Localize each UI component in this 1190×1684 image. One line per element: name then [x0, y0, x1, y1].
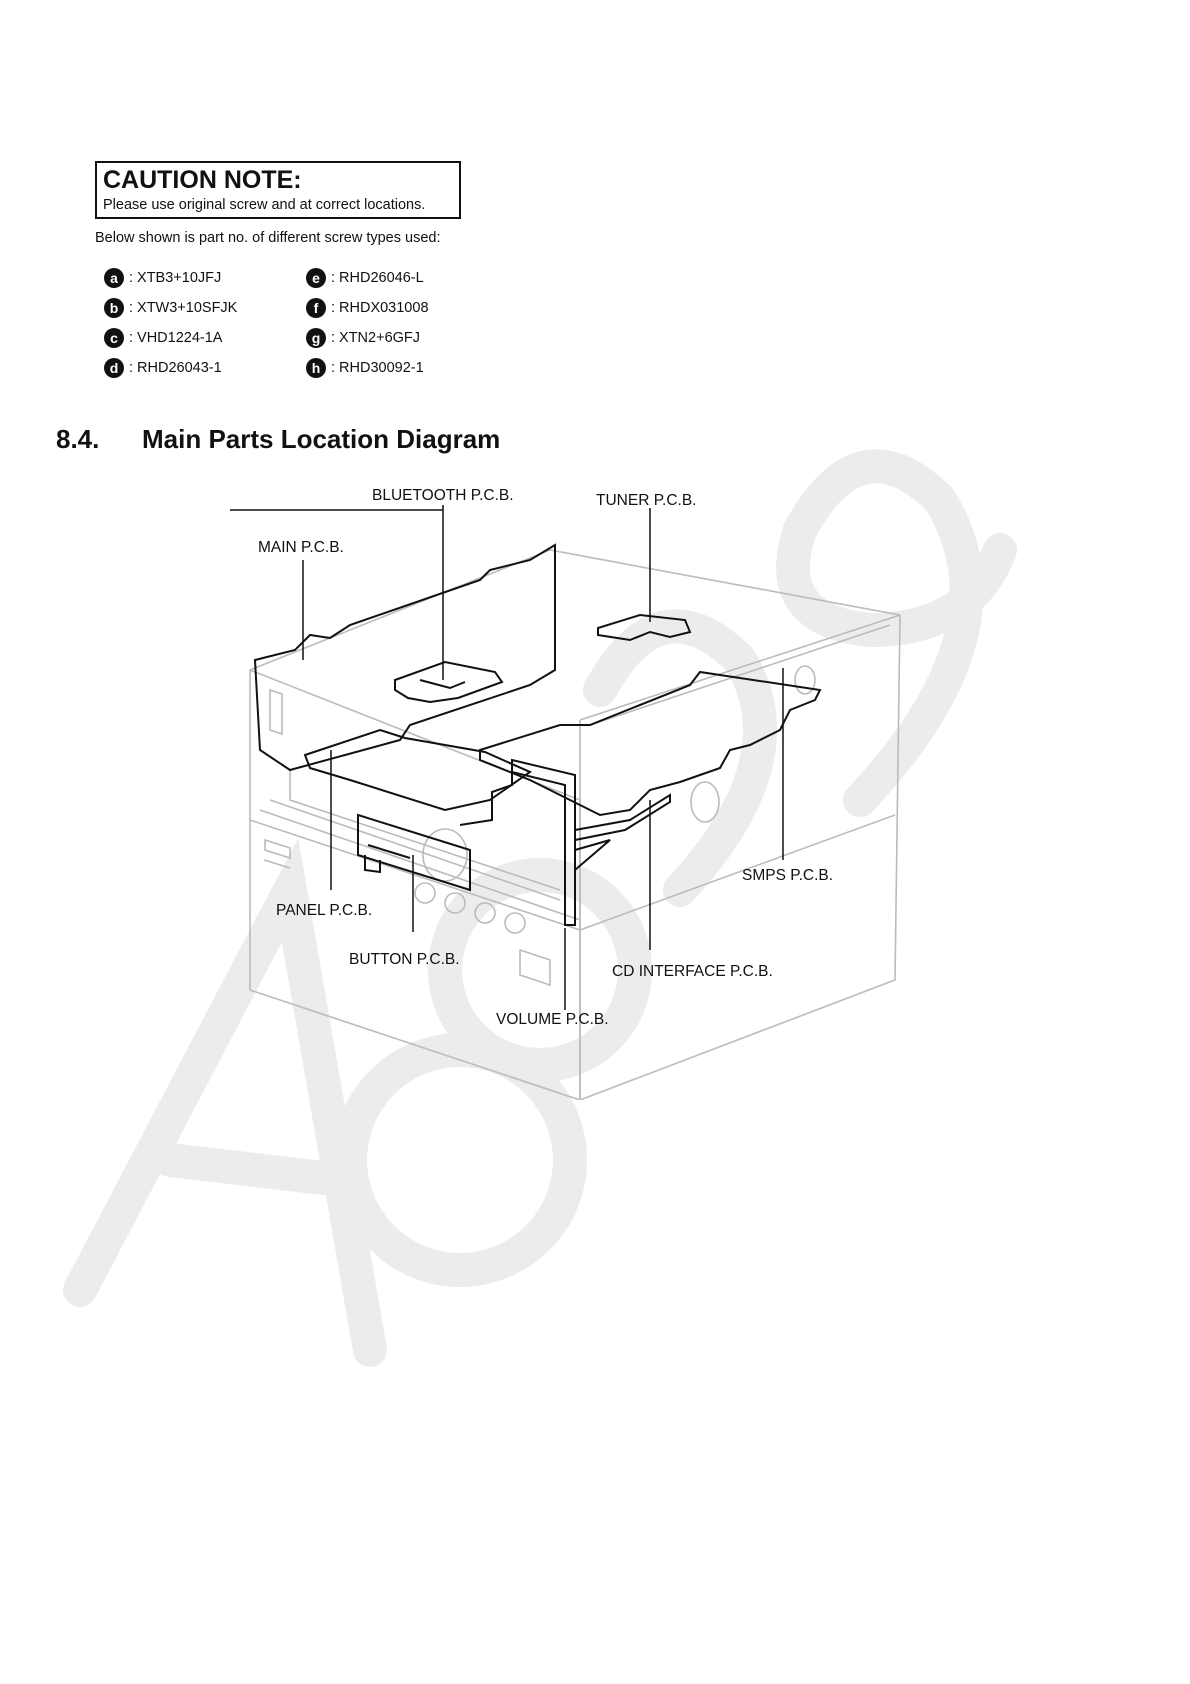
screw-separator: : — [331, 270, 336, 286]
parts-location-diagram — [230, 480, 930, 1100]
screw-separator: : — [129, 360, 134, 376]
smps-pcb-shape — [480, 672, 820, 815]
screw-part-number: VHD1224-1A — [137, 330, 223, 346]
section-heading — [56, 424, 500, 455]
screw-item-d — [104, 358, 222, 378]
letter-e-badge-icon: e — [306, 268, 326, 288]
panel-pcb-label: PANEL P.C.B. — [276, 902, 373, 919]
bluetooth-pcb-shape — [395, 662, 502, 702]
screw-item-b — [104, 298, 237, 318]
caution-text: Please use original screw and at correct locations. — [103, 197, 426, 213]
caution-title: CAUTION NOTE: — [103, 166, 302, 194]
main-pcb-label: MAIN P.C.B. — [258, 539, 344, 556]
screw-part-number: RHD30092-1 — [339, 360, 424, 376]
letter-b-badge-icon: b — [104, 298, 124, 318]
cd-interface-pcb-shape — [575, 795, 670, 840]
screw-separator: : — [331, 330, 336, 346]
screw-item-h — [306, 358, 424, 378]
letter-h-badge-icon: h — [306, 358, 326, 378]
screw-separator: : — [129, 270, 134, 286]
screw-separator: : — [331, 360, 336, 376]
screw-part-number: RHD26046-L — [339, 270, 424, 286]
screw-item-g — [306, 328, 420, 348]
screw-separator: : — [129, 300, 134, 316]
tuner-pcb-label: TUNER P.C.B. — [596, 492, 697, 509]
cd-interface-pcb-label: CD INTERFACE P.C.B. — [612, 963, 773, 980]
screw-part-number: RHD26043-1 — [137, 360, 222, 376]
screw-item-c — [104, 328, 222, 348]
volume-pcb-label: VOLUME P.C.B. — [496, 1011, 609, 1028]
screw-intro-text: Below shown is part no. of different screw types used: — [95, 230, 441, 246]
screw-part-number: XTB3+10JFJ — [137, 270, 222, 286]
bluetooth-pcb-label: BLUETOOTH P.C.B. — [372, 487, 514, 504]
screw-part-number: XTN2+6GFJ — [339, 330, 421, 346]
smps-pcb-label: SMPS P.C.B. — [742, 867, 834, 884]
screw-separator: : — [129, 330, 134, 346]
screw-item-a — [104, 268, 221, 288]
letter-a-badge-icon: a — [104, 268, 124, 288]
section-number: 8.4. — [56, 424, 100, 454]
button-pcb-label: BUTTON P.C.B. — [349, 951, 460, 968]
caution-note-box — [95, 161, 461, 219]
letter-f-badge-icon: f — [306, 298, 326, 318]
tuner-pcb-shape — [598, 615, 690, 640]
section-title: Main Parts Location Diagram — [142, 424, 501, 454]
screw-part-number: RHDX031008 — [339, 300, 429, 316]
screw-item-e — [306, 268, 424, 288]
panel-pcb-shape — [305, 730, 530, 810]
letter-d-badge-icon: d — [104, 358, 124, 378]
screw-item-f — [306, 298, 429, 318]
screw-separator: : — [331, 300, 336, 316]
letter-c-badge-icon: c — [104, 328, 124, 348]
letter-g-badge-icon: g — [306, 328, 326, 348]
screw-part-number: XTW3+10SFJK — [137, 300, 238, 316]
main-pcb-shape — [255, 545, 555, 770]
